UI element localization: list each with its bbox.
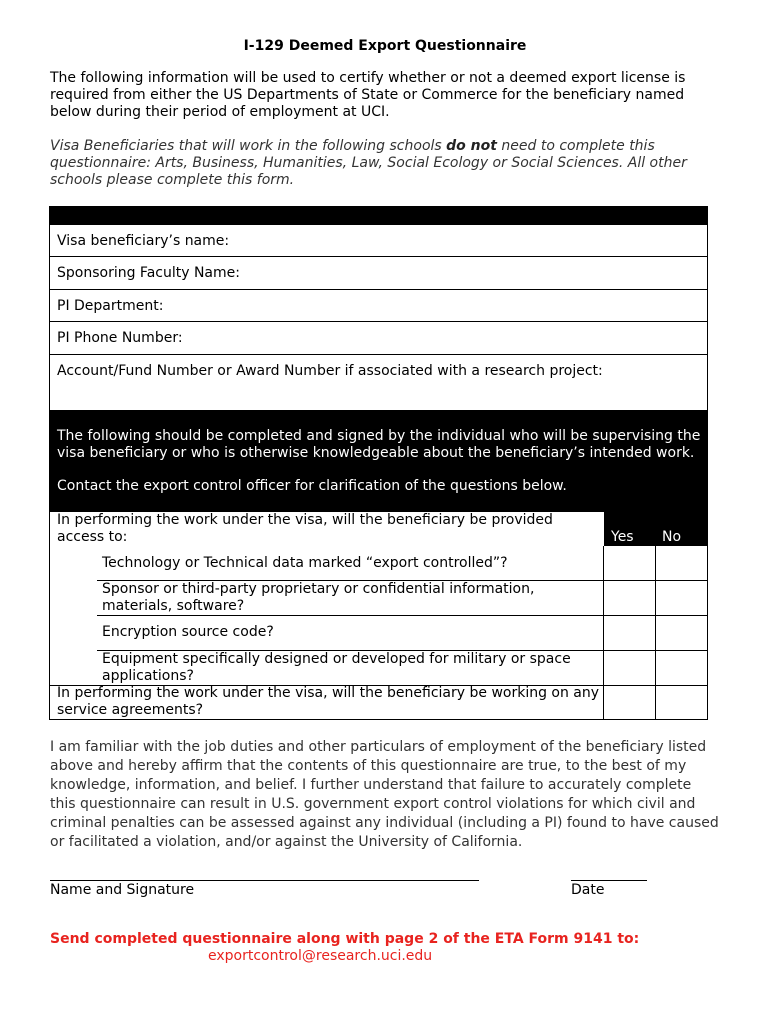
- q5-yes-checkbox[interactable]: [604, 686, 655, 719]
- q3-yes-checkbox[interactable]: [604, 616, 655, 650]
- row-line: [97, 615, 603, 616]
- account-fund-field[interactable]: [49, 355, 708, 411]
- pi-phone-label: PI Phone Number:: [57, 330, 183, 346]
- visa-note-emphasis: do not: [446, 138, 497, 154]
- certification-statement: I am familiar with the job duties and other particulars of employment of the beneficiary listed above and hereby affirm that the contents of this questionnaire are true, to the best of my knowledge, information, and belief. I further understand that failure to accurately complete this questionnaire can result in U.S. government export control violations for which civil and criminal penalties can be assessed against any individual (including a PI) found to have caused or facilitated a violation, and/or against the University of California.: [50, 739, 719, 850]
- no-column-label: No: [662, 529, 682, 545]
- beneficiary-name-label: Visa beneficiary’s name:: [57, 233, 230, 249]
- question-service-agreements: In performing the work under the visa, will the beneficiary be working on any service agreements?: [57, 685, 600, 718]
- question-proprietary-info: Sponsor or third-party proprietary or confidential information, materials, software?: [102, 581, 535, 614]
- visa-note-before: Visa Beneficiaries that will work in the following schools: [50, 138, 447, 154]
- beneficiary-name-field[interactable]: [49, 224, 708, 257]
- faculty-name-field[interactable]: [49, 257, 708, 290]
- supervisor-instructions: [49, 411, 708, 511]
- question-military-equipment: Equipment specifically designed or developed for military or space applications?: [102, 651, 571, 684]
- account-fund-label: Account/Fund Number or Award Number if associated with a research project:: [57, 363, 603, 379]
- q2-no-checkbox[interactable]: [656, 581, 707, 615]
- access-question-lead: In performing the work under the visa, will the beneficiary be provided access to:: [57, 512, 553, 545]
- yes-column-label: Yes: [611, 529, 634, 545]
- date-label: Date: [571, 882, 605, 898]
- pi-department-label: PI Department:: [57, 298, 164, 314]
- intro-paragraph: The following information will be used to certify whether or not a deemed export license is required from either the US Departments of State or Commerce for the beneficiary named below during their period of employment at UCI.: [50, 70, 686, 120]
- q3-no-checkbox[interactable]: [656, 616, 707, 650]
- q1-no-checkbox[interactable]: [656, 547, 707, 580]
- question-encryption-code: Encryption source code?: [102, 624, 274, 640]
- q1-yes-checkbox[interactable]: [604, 547, 655, 580]
- visa-note-after: need to complete this questionnaire: Arts, Business, Humanities, Law, Social Ecology or Social Sciences. All other schools please complete this form.: [50, 138, 687, 188]
- submission-email-link[interactable]: exportcontrol@research.uci.edu: [208, 948, 433, 964]
- q4-no-checkbox[interactable]: [656, 651, 707, 685]
- form-header-bar: [49, 206, 708, 224]
- pi-phone-field[interactable]: [49, 322, 708, 355]
- signature-line[interactable]: [50, 880, 479, 881]
- q4-yes-checkbox[interactable]: [604, 651, 655, 685]
- q5-no-checkbox[interactable]: [656, 686, 707, 719]
- signature-label: Name and Signature: [50, 882, 195, 898]
- supervisor-instruction-text: The following should be completed and signed by the individual who will be supervising the visa beneficiary or who is otherwise knowledgeable about the beneficiary’s intended work.: [57, 428, 701, 461]
- faculty-name-label: Sponsoring Faculty Name:: [57, 265, 240, 281]
- pi-department-field[interactable]: [49, 290, 708, 322]
- visa-exemption-note: [50, 138, 700, 189]
- page-title: I-129 Deemed Export Questionnaire: [243, 38, 527, 54]
- q2-yes-checkbox[interactable]: [604, 581, 655, 615]
- contact-officer-text: Contact the export control officer for clarification of the questions below.: [57, 478, 567, 494]
- date-line[interactable]: [571, 880, 647, 881]
- submission-instruction: Send completed questionnaire along with page 2 of the ETA Form 9141 to:: [50, 931, 640, 947]
- question-export-controlled: Technology or Technical data marked “export controlled”?: [102, 555, 508, 571]
